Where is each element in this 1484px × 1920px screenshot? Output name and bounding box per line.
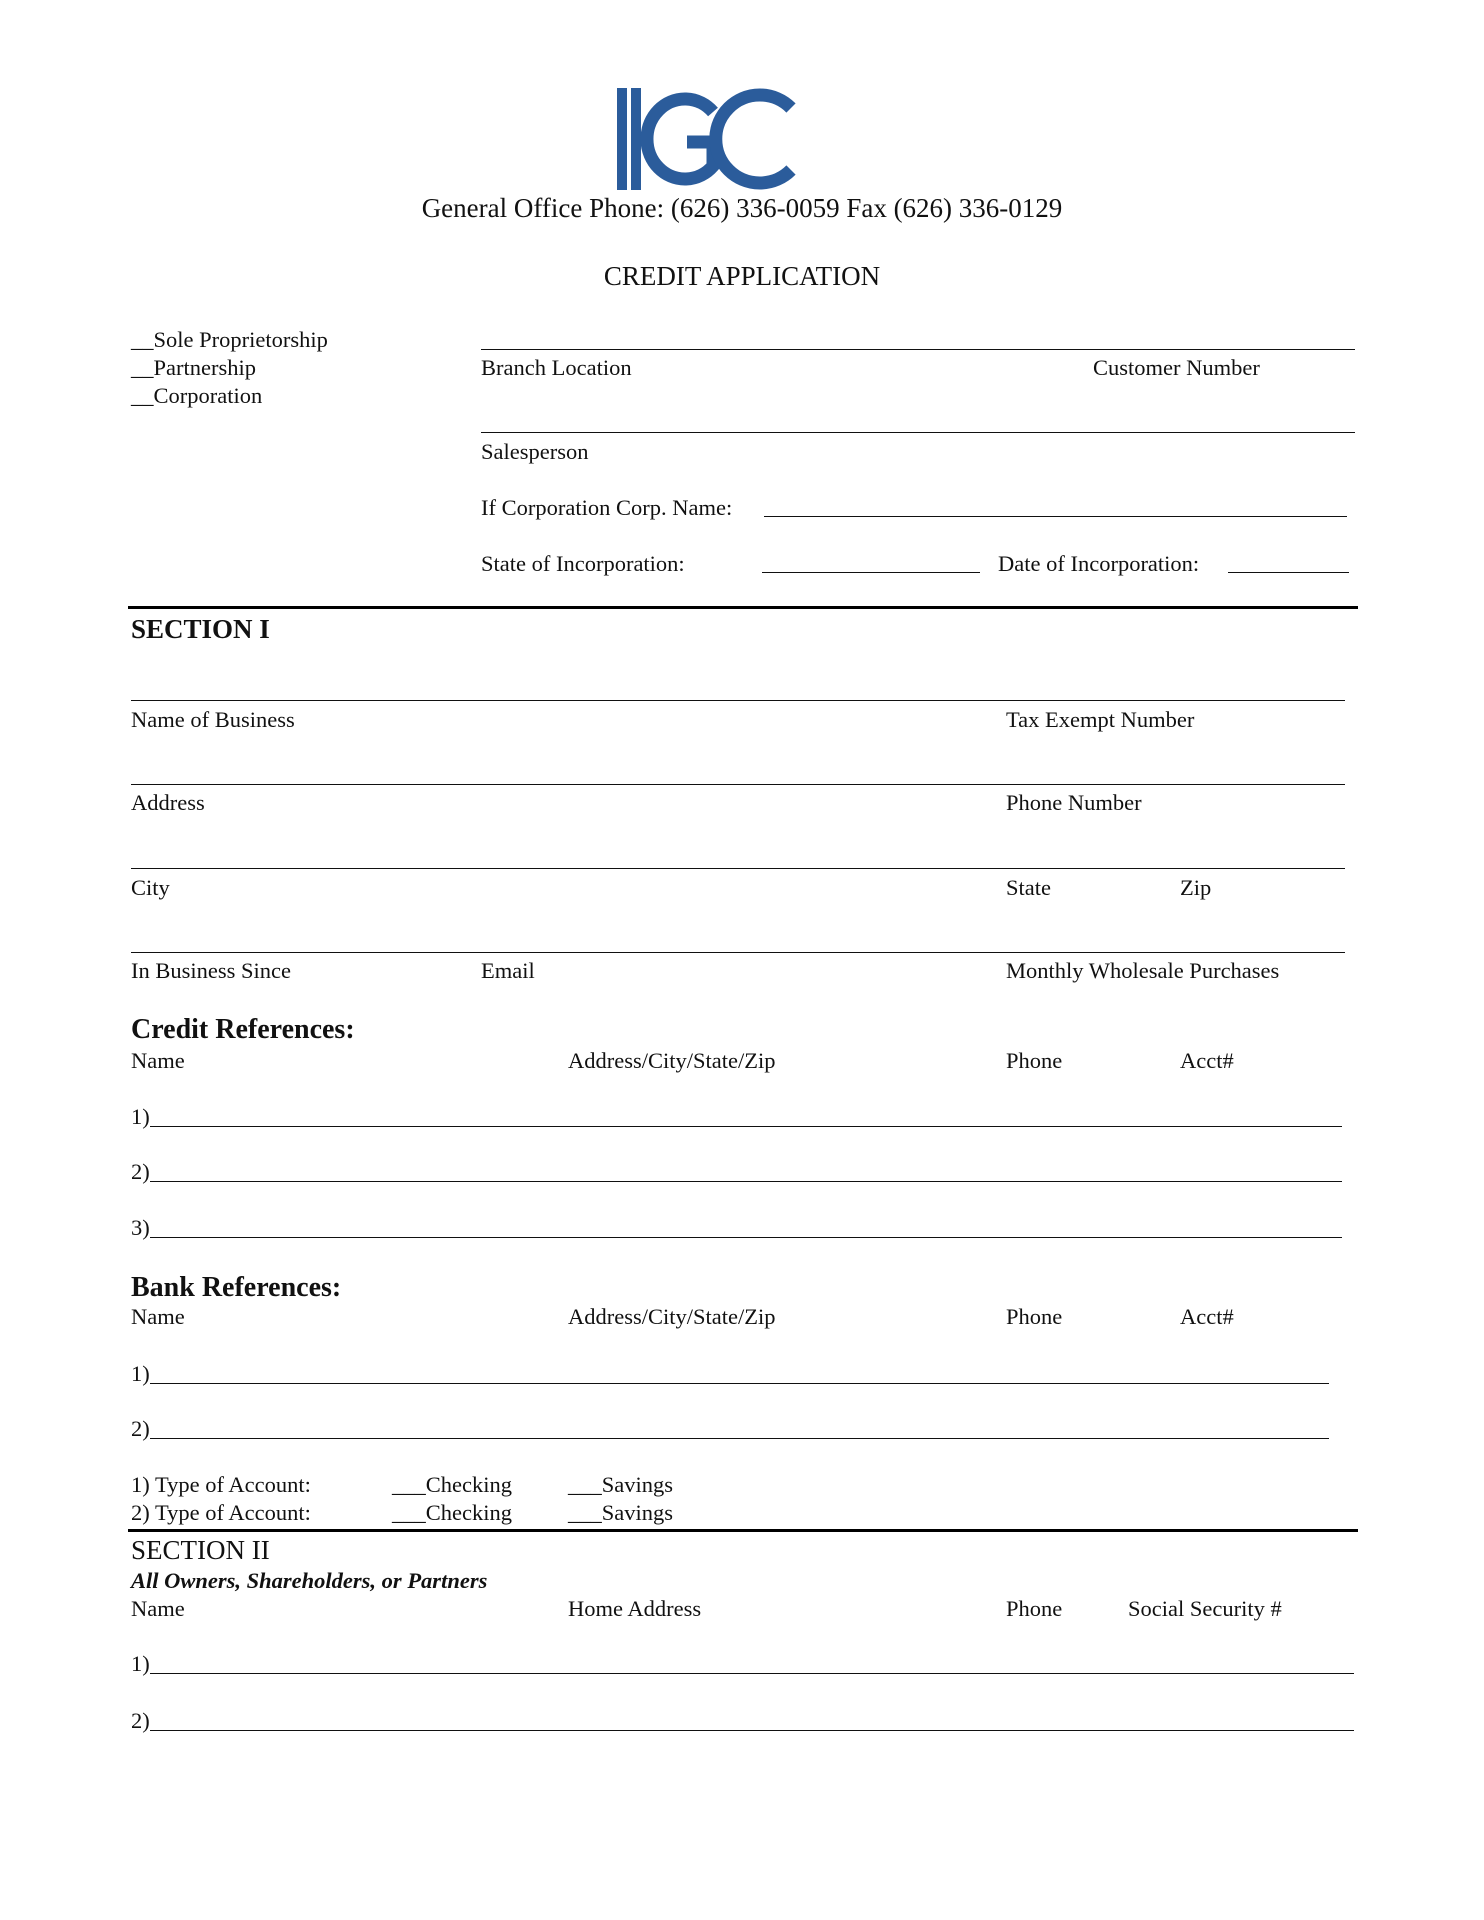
corp-name-label: If Corporation Corp. Name:: [481, 495, 733, 520]
account-type-label: 1) Type of Account:: [131, 1472, 311, 1497]
credit-row-line[interactable]: [150, 1181, 1342, 1182]
option-sole-proprietorship[interactable]: __Sole Proprietorship: [131, 327, 328, 352]
branch-location-label: Branch Location: [481, 355, 632, 380]
bank-references-title: Bank References:: [131, 1272, 342, 1303]
section-1-title: SECTION I: [131, 614, 270, 644]
credit-col-phone: Phone: [1006, 1048, 1063, 1073]
address-label: Address: [131, 790, 205, 815]
section-divider: [128, 1529, 1358, 1532]
city-label: City: [131, 875, 170, 900]
credit-references-title: Credit References:: [131, 1014, 355, 1045]
section-2-title: SECTION II: [131, 1535, 270, 1565]
state-of-incorporation-line[interactable]: [762, 572, 980, 573]
state-of-incorporation-label: State of Incorporation:: [481, 551, 685, 576]
date-of-incorporation-label: Date of Incorporation:: [998, 551, 1200, 576]
owners-col-name: Name: [131, 1596, 185, 1621]
business-name-line[interactable]: [131, 700, 1345, 701]
contact-info: General Office Phone: (626) 336-0059 Fax (626) 336-0129: [421, 193, 1063, 223]
checking-option[interactable]: ___Checking: [392, 1500, 512, 1525]
credit-col-address: Address/City/State/Zip: [568, 1048, 776, 1073]
bank-col-acct: Acct#: [1180, 1304, 1234, 1329]
monthly-purchases-label: Monthly Wholesale Purchases: [1006, 958, 1280, 983]
igc-logo: [615, 86, 799, 192]
owner-row-number: 2): [131, 1708, 150, 1733]
savings-option[interactable]: ___Savings: [568, 1500, 674, 1525]
bank-col-phone: Phone: [1006, 1304, 1063, 1329]
bank-col-name: Name: [131, 1304, 185, 1329]
checking-option[interactable]: ___Checking: [392, 1472, 512, 1497]
name-of-business-label: Name of Business: [131, 707, 295, 732]
credit-col-name: Name: [131, 1048, 185, 1073]
section-2-subtitle: All Owners, Shareholders, or Partners: [131, 1568, 488, 1593]
owner-row-line[interactable]: [150, 1673, 1354, 1674]
owners-col-address: Home Address: [568, 1596, 702, 1621]
bank-row-number: 2): [131, 1416, 150, 1441]
credit-row-number: 2): [131, 1159, 150, 1184]
credit-row-line[interactable]: [150, 1237, 1342, 1238]
salesperson-label: Salesperson: [481, 439, 589, 464]
bank-row-line[interactable]: [150, 1383, 1329, 1384]
branch-customer-line[interactable]: [481, 349, 1355, 350]
bank-col-address: Address/City/State/Zip: [568, 1304, 776, 1329]
page-title: CREDIT APPLICATION: [603, 261, 881, 291]
city-line[interactable]: [131, 868, 1345, 869]
owner-row-number: 1): [131, 1651, 150, 1676]
credit-col-acct: Acct#: [1180, 1048, 1234, 1073]
bank-row-number: 1): [131, 1361, 150, 1386]
in-business-since-label: In Business Since: [131, 958, 291, 983]
email-label: Email: [481, 958, 535, 983]
customer-number-label: Customer Number: [1093, 355, 1260, 380]
business-since-line[interactable]: [131, 952, 1345, 953]
corp-name-line[interactable]: [764, 516, 1347, 517]
salesperson-line[interactable]: [481, 432, 1355, 433]
date-of-incorporation-line[interactable]: [1228, 572, 1349, 573]
phone-number-label: Phone Number: [1006, 790, 1142, 815]
section-divider: [128, 606, 1358, 609]
bank-row-line[interactable]: [150, 1438, 1329, 1439]
credit-row-line[interactable]: [150, 1126, 1342, 1127]
zip-label: Zip: [1180, 875, 1212, 900]
owners-col-ssn: Social Security #: [1128, 1596, 1282, 1621]
option-partnership[interactable]: __Partnership: [131, 355, 256, 380]
owner-row-line[interactable]: [150, 1730, 1354, 1731]
owners-col-phone: Phone: [1006, 1596, 1063, 1621]
tax-exempt-label: Tax Exempt Number: [1006, 707, 1195, 732]
account-type-label: 2) Type of Account:: [131, 1500, 311, 1525]
credit-row-number: 3): [131, 1215, 150, 1240]
address-line[interactable]: [131, 784, 1345, 785]
state-label: State: [1006, 875, 1051, 900]
option-corporation[interactable]: __Corporation: [131, 383, 263, 408]
credit-row-number: 1): [131, 1104, 150, 1129]
savings-option[interactable]: ___Savings: [568, 1472, 674, 1497]
